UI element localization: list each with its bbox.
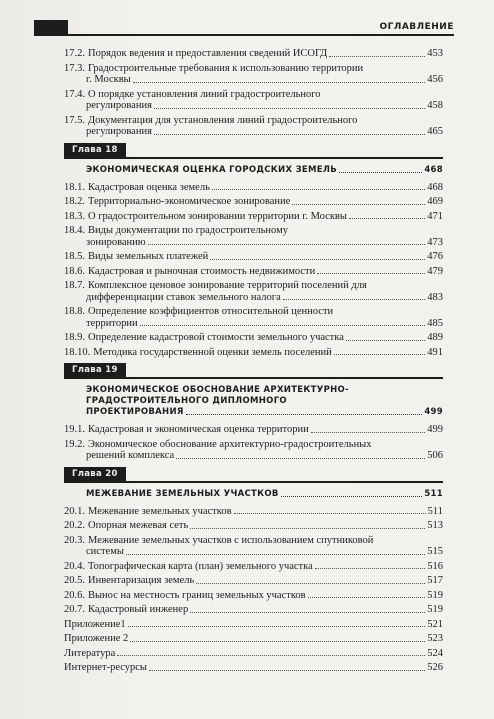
entry-title: Инвентаризация земель (88, 575, 195, 586)
entry-page: 513 (427, 520, 443, 531)
leader-dots (154, 108, 425, 109)
entry-page: 471 (427, 210, 443, 222)
entry-number: 20.4. (64, 560, 85, 572)
leader-dots (190, 612, 425, 613)
entry-page: 456 (427, 74, 443, 85)
entry-title: Градостроительные требования к использованию территории (88, 62, 364, 74)
chapter-heading (64, 467, 443, 483)
entry-page: 485 (427, 317, 443, 329)
entry-title-continued: решений комплекса (86, 450, 175, 461)
entry-number: 18.1. (64, 181, 85, 193)
entry-number: 18.8. (64, 306, 85, 317)
leader-dots (212, 189, 425, 190)
leader-dots (334, 354, 425, 355)
toc-entry (64, 424, 443, 436)
entry-line (64, 126, 443, 138)
entry-number: 17.4. (64, 88, 85, 100)
chapter-title (64, 385, 443, 418)
entry-page: 521 (427, 618, 443, 630)
leader-dots (317, 273, 425, 274)
entry-page: 479 (427, 265, 443, 277)
entry-page: 491 (427, 346, 443, 358)
entry-page: 469 (427, 196, 443, 207)
leader-dots (281, 496, 423, 497)
entry-title: Порядок ведения и предоставления сведений ИСОГД (88, 48, 328, 59)
entry-line (64, 100, 443, 112)
entry-title: Межевание земельных участков с использованием спутниковой (88, 534, 374, 546)
toc-entry (64, 306, 443, 329)
leader-dots (346, 340, 425, 341)
entry-line (64, 306, 443, 318)
toc-entry (64, 211, 443, 223)
entry-number: 18.4. (64, 225, 85, 236)
leader-dots (349, 218, 425, 219)
entry-line (64, 237, 443, 249)
toc-entry (64, 575, 443, 587)
leader-dots (128, 626, 426, 627)
chapter-block (64, 467, 443, 616)
leader-dots (196, 583, 425, 584)
entry-page: 516 (427, 560, 443, 572)
chapter-title-text: МЕЖЕВАНИЕ ЗЕМЕЛЬНЫХ УЧАСТКОВ (86, 488, 279, 499)
chapter-title-line (64, 407, 443, 418)
toc-entry (64, 280, 443, 303)
entry-title: Документация для установления линий градостроительного (88, 114, 358, 126)
leader-dots (126, 554, 425, 555)
entry-page: 526 (427, 662, 443, 673)
leader-dots (186, 414, 423, 415)
header-black-block (34, 20, 68, 34)
toc-entry (64, 506, 443, 518)
entry-number: 20.1. (64, 505, 85, 517)
entry-line (64, 63, 443, 75)
leader-dots (315, 568, 425, 569)
entry-page: 476 (427, 251, 443, 262)
leader-dots (149, 670, 425, 671)
entry-number: 20.2. (64, 520, 85, 531)
chapter-block (64, 143, 443, 359)
entry-number: 17.2. (64, 48, 85, 59)
entry-title: Литература (64, 647, 116, 659)
entry-title-continued: г. Москвы (86, 74, 131, 85)
entry-page: 473 (427, 236, 443, 248)
entry-number: 18.7. (64, 280, 85, 291)
entry-title: Методика государственной оценки земель поселений (93, 346, 332, 358)
entry-title: Кадастровая оценка земель (88, 181, 210, 193)
leader-dots (190, 528, 425, 529)
entry-title: Комплексное ценовое зонирование территорий поселений для (88, 280, 367, 291)
entry-page: 506 (427, 450, 443, 461)
entry-title: Приложение1 (64, 618, 126, 630)
chapter-block (64, 363, 443, 462)
entry-title: О градостроительном зонировании территории г. Москвы (88, 210, 347, 222)
entry-number: 19.1. (64, 424, 85, 435)
entry-number: 18.10. (64, 346, 91, 358)
entry-title-continued: регулирования (86, 126, 152, 137)
entry-number: 18.6. (64, 265, 85, 277)
entry-line (64, 89, 443, 101)
entry-number: 17.3. (64, 62, 85, 74)
leader-dots (154, 134, 425, 135)
entry-page: 458 (427, 100, 443, 111)
entry-title: Приложение 2 (64, 633, 129, 644)
chapter-page: 511 (424, 488, 443, 499)
entry-number: 20.3. (64, 534, 85, 546)
entry-title: Экономическое обоснование архитектурно-градостроительных (88, 438, 372, 450)
entry-title-continued: зонированию (86, 236, 146, 248)
toc-entry (64, 520, 443, 532)
chapter-badge: Глава 20 (64, 467, 126, 481)
toc-entry (64, 535, 443, 558)
entry-line (64, 225, 443, 237)
entry-title: Межевание земельных участков (88, 505, 232, 517)
entry-number: 18.9. (64, 332, 85, 343)
entry-line (64, 74, 443, 86)
entry-title-continued: территории (86, 317, 138, 329)
entry-title: О порядке установления линий градостроительного (88, 88, 321, 100)
entry-title: Топографическая карта (план) земельного участка (88, 560, 313, 572)
entry-title-continued: регулирования (86, 100, 152, 111)
leader-dots (234, 513, 426, 514)
entry-line (64, 546, 443, 558)
entry-page: 515 (427, 546, 443, 557)
chapter-badge: Глава 19 (64, 363, 126, 377)
entry-line (64, 439, 443, 451)
toc-entry (64, 89, 443, 112)
entry-title: Определение коэффициентов относительной ценности (88, 306, 334, 317)
entry-number: 18.3. (64, 210, 85, 222)
table-of-contents (64, 48, 443, 677)
entry-number: 20.6. (64, 589, 85, 601)
entry-page: 489 (427, 332, 443, 343)
toc-entry (64, 604, 443, 616)
chapter-title-text: ЭКОНОМИЧЕСКАЯ ОЦЕНКА ГОРОДСКИХ ЗЕМЕЛЬ (86, 164, 338, 175)
running-header (34, 20, 454, 36)
toc-entry (64, 225, 443, 248)
entry-page: 499 (427, 424, 443, 435)
leader-dots (311, 432, 426, 433)
entry-number: 17.5. (64, 114, 85, 126)
toc-entry (64, 63, 443, 86)
entry-title: Кадастровый инженер (88, 604, 189, 615)
entry-title: Кадастровая и рыночная стоимость недвижимости (88, 265, 316, 277)
toc-entry (64, 619, 443, 631)
entry-title: Виды документации по градостроительному (88, 225, 288, 236)
leader-dots (117, 655, 425, 656)
leader-dots (210, 259, 425, 260)
chapter-title (64, 489, 443, 500)
entry-page: 524 (427, 647, 443, 659)
toc-entry (64, 347, 443, 359)
entry-title: Вынос на местность границ земельных участков (88, 589, 306, 601)
entry-page: 453 (427, 48, 443, 59)
entry-line (64, 450, 443, 462)
leader-dots (148, 244, 426, 245)
toc-entry (64, 633, 443, 645)
toc-entry (64, 48, 443, 60)
chapter-title-text: ЭКОНОМИЧЕСКОЕ ОБОСНОВАНИЕ АРХИТЕКТУРНО-ГРАДОСТРОИТЕЛЬНОГО ДИПЛОМНОГО (86, 385, 349, 406)
entry-page: 519 (427, 589, 443, 601)
header-title: ОГЛАВЛЕНИЕ (379, 22, 454, 32)
leader-dots (130, 641, 425, 642)
chapter-heading (64, 363, 443, 379)
chapter-page: 468 (424, 164, 443, 175)
leader-dots (308, 597, 426, 598)
entry-number: 20.5. (64, 575, 85, 586)
toc-entry (64, 115, 443, 138)
entry-page: 519 (427, 604, 443, 615)
entry-page: 468 (427, 181, 443, 193)
entry-page: 523 (427, 633, 443, 644)
chapter-title (64, 165, 443, 176)
leader-dots (292, 204, 425, 205)
entry-line (64, 280, 443, 292)
entry-line (64, 115, 443, 127)
entry-line (64, 318, 443, 330)
toc-entry (64, 561, 443, 573)
entry-title: Опорная межевая сеть (88, 520, 189, 531)
chapter-title-text-continued: ПРОЕКТИРОВАНИЯ (86, 407, 184, 417)
toc-entry (64, 266, 443, 278)
leader-dots (140, 325, 426, 326)
entry-title-continued: системы (86, 546, 124, 557)
toc-entry (64, 590, 443, 602)
toc-entry (64, 439, 443, 462)
leader-dots (339, 172, 422, 173)
entry-number: 18.2. (64, 196, 85, 207)
entry-number: 18.5. (64, 251, 85, 262)
leader-dots (176, 458, 425, 459)
toc-entry (64, 251, 443, 263)
entry-line (64, 535, 443, 547)
leader-dots (329, 56, 425, 57)
entry-page: 511 (427, 505, 443, 517)
entry-title: Определение кадастровой стоимости земельного участка (88, 332, 344, 343)
entry-title: Кадастровая и экономическая оценка территории (88, 424, 309, 435)
entry-title: Интернет-ресурсы (64, 662, 147, 673)
toc-entry (64, 332, 443, 344)
toc-entry (64, 648, 443, 660)
entry-line (64, 292, 443, 304)
entry-page: 465 (427, 126, 443, 137)
entry-title-continued: дифференциации ставок земельного налога (86, 291, 281, 303)
toc-entry (64, 662, 443, 674)
leader-dots (283, 299, 426, 300)
toc-entry (64, 182, 443, 194)
entry-number: 19.2. (64, 438, 85, 450)
toc-entry (64, 196, 443, 208)
chapter-heading (64, 143, 443, 159)
entry-title: Виды земельных платежей (88, 251, 209, 262)
leader-dots (133, 82, 426, 83)
entry-title: Территориально-экономическое зонирование (88, 196, 291, 207)
chapter-page: 499 (424, 407, 443, 417)
chapter-badge: Глава 18 (64, 143, 126, 157)
entry-page: 517 (427, 575, 443, 586)
entry-page: 483 (427, 291, 443, 303)
entry-number: 20.7. (64, 604, 85, 615)
